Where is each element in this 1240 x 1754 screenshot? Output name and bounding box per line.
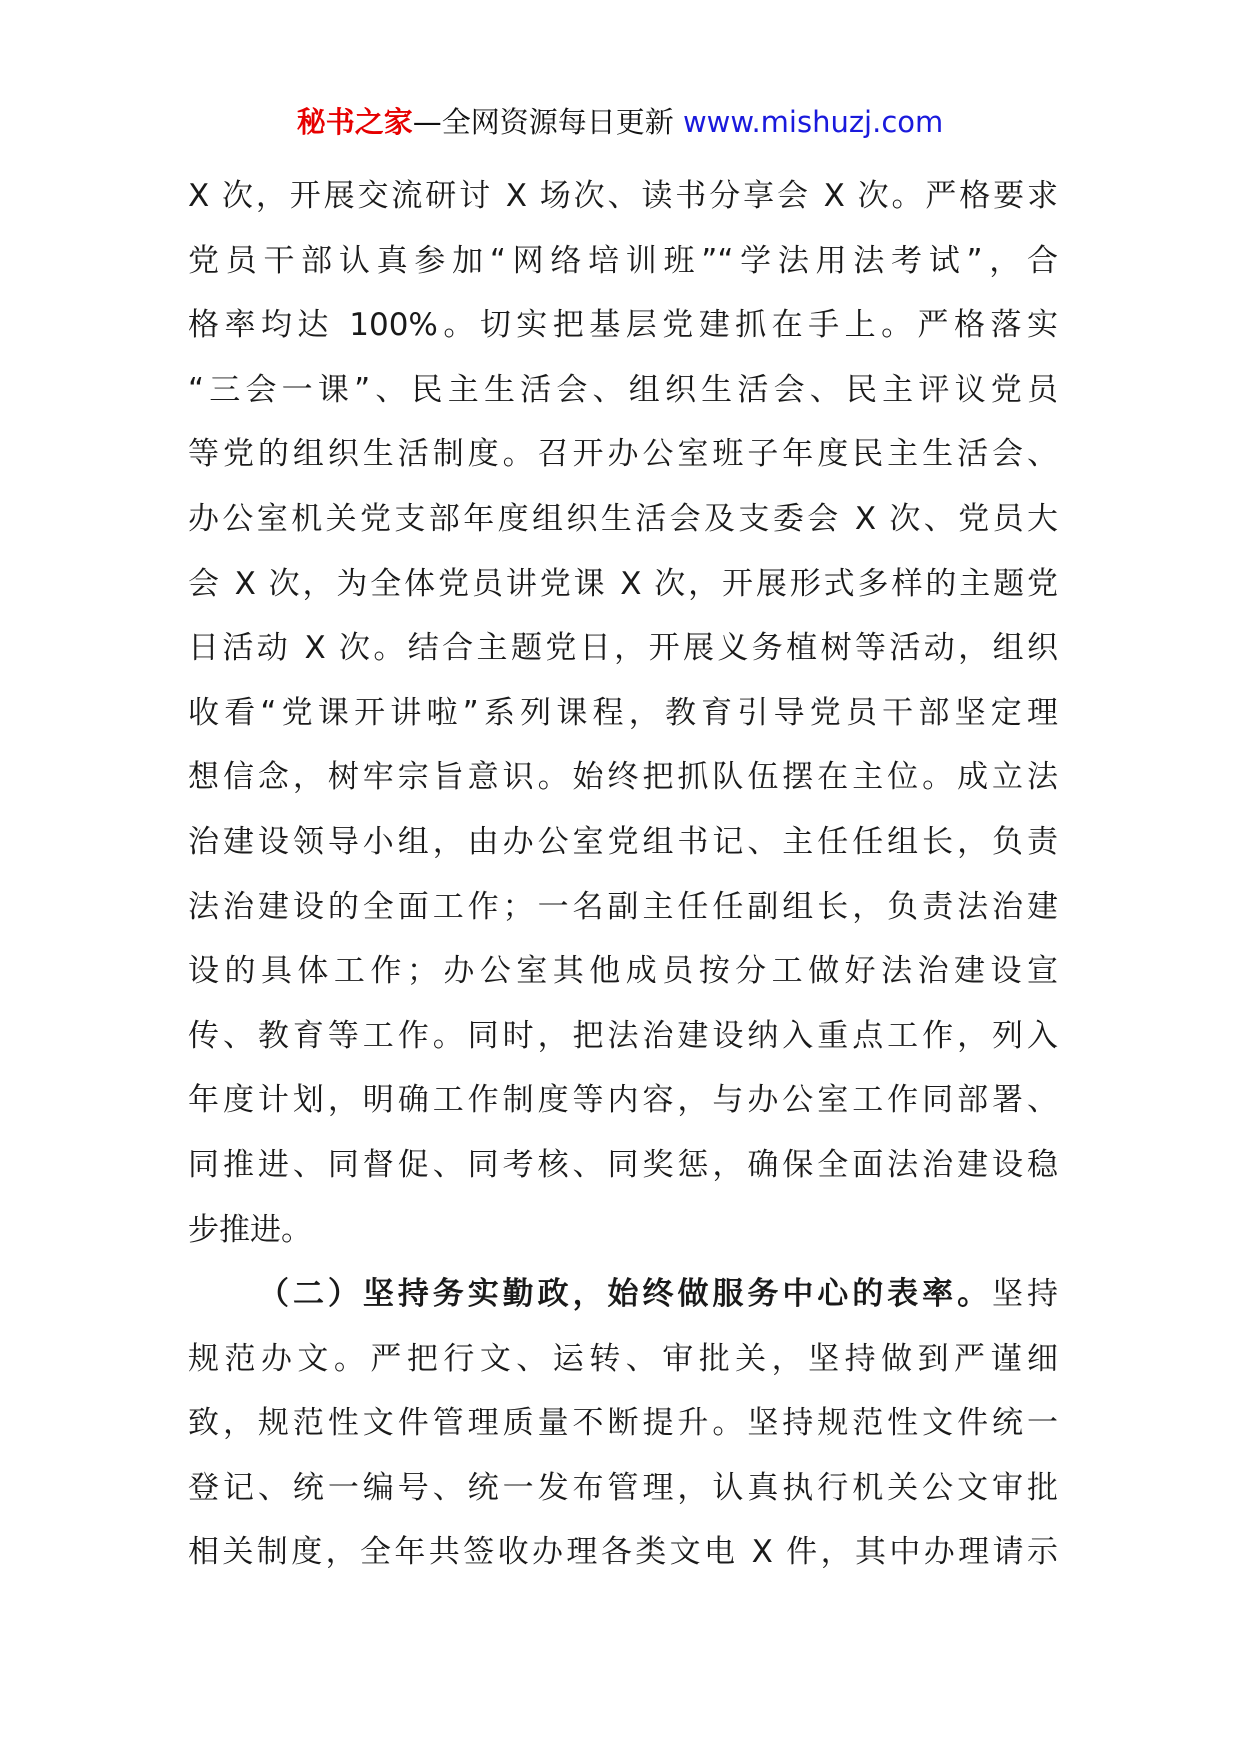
text-line: 格率均达 100%。切实把基层党建抓在手上。严格落实 bbox=[188, 307, 1058, 344]
text-line: 等党的组织生活制度。召开办公室班子年度民主生活会、 bbox=[188, 436, 1058, 473]
text-line: 步推进。 bbox=[188, 1211, 312, 1248]
text-line: 年度计划，明确工作制度等内容，与办公室工作同部署、 bbox=[188, 1082, 1058, 1119]
header-brand: 秘书之家 bbox=[296, 105, 413, 139]
text-line: 党员干部认真参加“网络培训班”“学法用法考试”，合 bbox=[188, 242, 1058, 279]
text-line: 规范办文。严把行文、运转、审批关，坚持做到严谨细 bbox=[188, 1340, 1058, 1377]
text-line: 日活动 X 次。结合主题党日，开展义务植树等活动，组织 bbox=[188, 630, 1058, 667]
body-text bbox=[188, 164, 1058, 1585]
header-url-link[interactable]: www.mishuzj.com bbox=[682, 105, 944, 139]
section-heading-line bbox=[188, 1262, 1058, 1327]
text-line: 相关制度，全年共签收办理各类文电 X 件，其中办理请示 bbox=[188, 1534, 1058, 1571]
header-slogan: —全网资源每日更新 bbox=[412, 105, 683, 139]
text-line: 设的具体工作；办公室其他成员按分工做好法治建设宣 bbox=[188, 953, 1058, 990]
section-heading-tail: 坚持 bbox=[992, 1276, 1059, 1313]
text-line: 治建设领导小组，由办公室党组书记、主任任组长，负责 bbox=[188, 823, 1058, 860]
text-line: 想信念，树牢宗旨意识。始终把抓队伍摆在主位。成立法 bbox=[188, 759, 1058, 796]
text-line: 致，规范性文件管理质量不断提升。坚持规范性文件统一 bbox=[188, 1405, 1058, 1442]
text-line: 收看“党课开讲啦”系列课程，教育引导党员干部坚定理 bbox=[188, 694, 1058, 731]
section-heading: （二）坚持务实勤政，始终做服务中心的表率。 bbox=[258, 1276, 993, 1313]
text-line: 办公室机关党支部年度组织生活会及支委会 X 次、党员大 bbox=[188, 500, 1058, 537]
text-line: 法治建设的全面工作；一名副主任任副组长，负责法治建 bbox=[188, 888, 1058, 925]
text-line: 会 X 次，为全体党员讲党课 X 次，开展形式多样的主题党 bbox=[188, 565, 1058, 602]
text-line: 同推进、同督促、同考核、同奖惩，确保全面法治建设稳 bbox=[188, 1146, 1058, 1183]
text-line: 传、教育等工作。同时，把法治建设纳入重点工作，列入 bbox=[188, 1017, 1058, 1054]
page-header bbox=[0, 102, 1240, 142]
text-line: X 次，开展交流研讨 X 场次、读书分享会 X 次。严格要求 bbox=[188, 178, 1058, 214]
text-line: “三会一课”、民主生活会、组织生活会、民主评议党员 bbox=[188, 371, 1058, 408]
text-line: 登记、统一编号、统一发布管理，认真执行机关公文审批 bbox=[188, 1469, 1058, 1506]
